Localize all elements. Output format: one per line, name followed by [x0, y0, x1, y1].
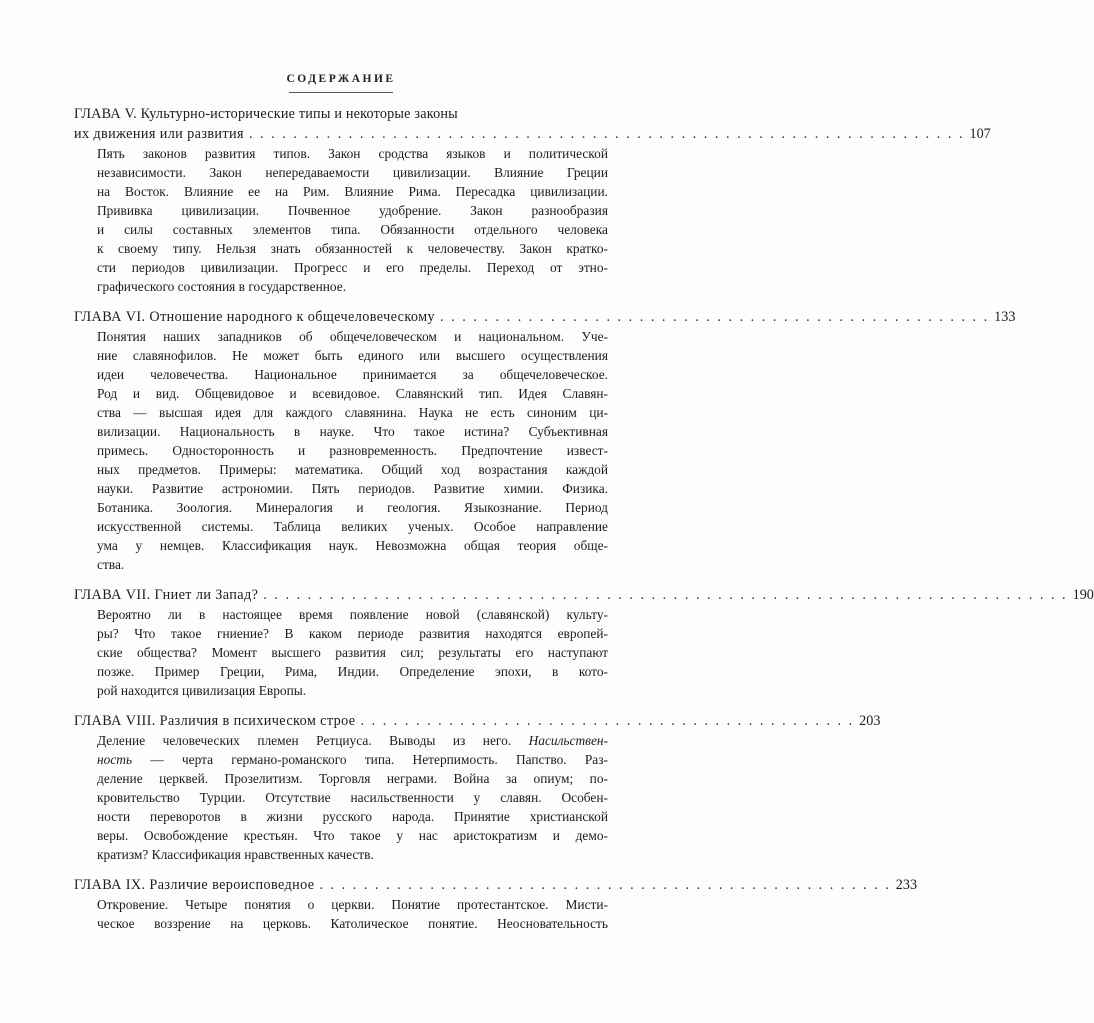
summary-line: графического состояния в государственное. [97, 279, 347, 294]
chapter-9 [74, 875, 918, 933]
summary-line: деление церквей. Прозелитизм. Торговля неграми. Война за опиум; по- [97, 771, 608, 786]
chapter-heading [74, 307, 1016, 327]
summary-line: кратизм? Классификация нравственных качеств. [97, 847, 374, 862]
summary-line: кровительство Турции. Отсутствие насильственности у славян. Особен- [97, 790, 608, 805]
summary-line: идеи человечества. Национальное принимается за общечеловеческое. [97, 367, 608, 382]
summary-line: ние славянофилов. Не может быть единого или высшего осуществления [97, 348, 608, 363]
summary-line: независимости. Закон непередаваемости цивилизации. Влияние Греции [97, 165, 608, 180]
chapter-title: ГЛАВА IX. Различие вероисповедное [74, 877, 315, 893]
summary-line: вилизации. Национальность в науке. Что такое истина? Субъективная [97, 424, 608, 439]
chapter-title: ГЛАВА VI. Отношение народного к общечеловеческому [74, 309, 436, 325]
chapter-summary [97, 895, 608, 933]
summary-line: к своему типу. Нельзя знать обязанностей к человечеству. Закон кратко- [97, 241, 608, 256]
chapter-heading [74, 124, 991, 144]
summary-line: сти периодов цивилизации. Прогресс и его пределы. Переход от этно- [97, 260, 608, 275]
chapter-summary [97, 605, 608, 700]
page-number: 107 [969, 126, 991, 142]
chapter-summary [97, 144, 608, 296]
summary-line: ства. [97, 557, 125, 572]
chapter-heading-line: ГЛАВА V. Культурно-исторические типы и некоторые законы [74, 106, 458, 122]
chapter-8 [74, 711, 881, 864]
summary-line: Откровение. Четыре понятия о церкви. Понятие протестантское. Мисти- [97, 897, 608, 912]
chapter-6 [74, 307, 1016, 574]
chapter-heading [74, 875, 918, 895]
summary-line: ры? Что такое гниение? В каком периоде развития находятся европей- [97, 626, 608, 641]
chapter-heading [74, 711, 881, 731]
summary-line: Род и вид. Общевидовое и всевидовое. Славянский тип. Идея Славян- [97, 386, 608, 401]
summary-line: и силы составных элементов типа. Обязанности отдельного человека [97, 222, 608, 237]
header-rule [289, 92, 393, 93]
leader-dots: . . . . . . . . . . . . . . . . . . . . . . . . . . . . . . . . . . . . . . . . . . . . . . . . . . . . . . . . . . . . . . . . . . . . . . . . . [263, 587, 1068, 603]
summary-text: Деление человеческих племен Ретциуса. Выводы из него. [97, 733, 529, 748]
summary-line: Понятия наших западников об общечеловеческом и национальном. Уче- [97, 329, 608, 344]
page-title: СОДЕРЖАНИЕ [286, 73, 396, 85]
summary-line [97, 750, 608, 769]
toc-body [74, 104, 1094, 944]
summary-line: Вероятно ли в настоящее время появление новой (славянской) культу- [97, 607, 608, 622]
summary-line: позже. Пример Греции, Рима, Индии. Определение эпохи, в кото- [97, 664, 608, 679]
chapter-7 [74, 585, 1094, 700]
summary-line: науки. Развитие астрономии. Пять периодов. Развитие химии. Физика. [97, 481, 608, 496]
summary-text: — черта германо-романского типа. Нетерпимость. Папство. Раз- [132, 752, 608, 767]
chapter-summary [97, 327, 608, 574]
page-number: 133 [994, 309, 1016, 325]
italic-term: Насильствен- [528, 733, 608, 748]
summary-line: ства — высшая идея для каждого славянина. Наука не есть синоним ци- [97, 405, 608, 420]
summary-line: ных предметов. Примеры: математика. Общий ход возрастания каждой [97, 462, 608, 477]
summary-line: Пять законов развития типов. Закон сродства языков и политической [97, 146, 608, 161]
leader-dots: . . . . . . . . . . . . . . . . . . . . . . . . . . . . . . . . . . . . . . . . . . . . . . . . . . . . . . . . . . . . . . . . . [248, 126, 965, 142]
summary-line: Ботаника. Зоология. Минералогия и геология. Языкознание. Период [97, 500, 608, 515]
chapter-title: ГЛАВА VII. Гниет ли Запад? [74, 587, 259, 603]
leader-dots: . . . . . . . . . . . . . . . . . . . . . . . . . . . . . . . . . . . . . . . . . . . . . . . . . . . . [319, 877, 891, 893]
summary-line: ческое воззрение на церковь. Католическое понятие. Неосновательность [97, 916, 608, 931]
page-number: 190 [1072, 587, 1094, 603]
chapter-heading [74, 585, 1094, 605]
chapter-title: ГЛАВА VIII. Различия в психическом строе [74, 713, 356, 729]
italic-term: ность [97, 752, 133, 767]
summary-line: ума у немцев. Классификация наук. Невозможна общая теория обще- [97, 538, 608, 553]
leader-dots: . . . . . . . . . . . . . . . . . . . . . . . . . . . . . . . . . . . . . . . . . . . . . . . . . . [440, 309, 990, 325]
summary-line: на Восток. Влияние ее на Рим. Влияние Рима. Пересадка цивилизации. [97, 184, 608, 199]
summary-line: ности переворотов в жизни русского народа. Принятие христианской [97, 809, 608, 824]
summary-line: ские общества? Момент высшего развития сил; результаты его наступают [97, 645, 608, 660]
chapter-title: их движения или развития [74, 126, 244, 142]
chapter-summary [97, 731, 608, 864]
chapter-5 [74, 104, 991, 296]
summary-line [97, 731, 608, 750]
page-number: 233 [895, 877, 918, 893]
summary-line: веры. Освобождение крестьян. Что такое у нас аристократизм и демо- [97, 828, 608, 843]
summary-line: искусственной системы. Таблица великих ученых. Особое направление [97, 519, 608, 534]
page-header [0, 69, 682, 93]
summary-line: Прививка цивилизации. Почвенное удобрение. Закон разнообразия [97, 203, 608, 218]
summary-line: рой находится цивилизация Европы. [97, 683, 307, 698]
page-number: 203 [859, 713, 881, 729]
summary-line: примесь. Односторонность и разновременность. Предпочтение извест- [97, 443, 608, 458]
leader-dots: . . . . . . . . . . . . . . . . . . . . . . . . . . . . . . . . . . . . . . . . . . . . . [360, 713, 855, 729]
